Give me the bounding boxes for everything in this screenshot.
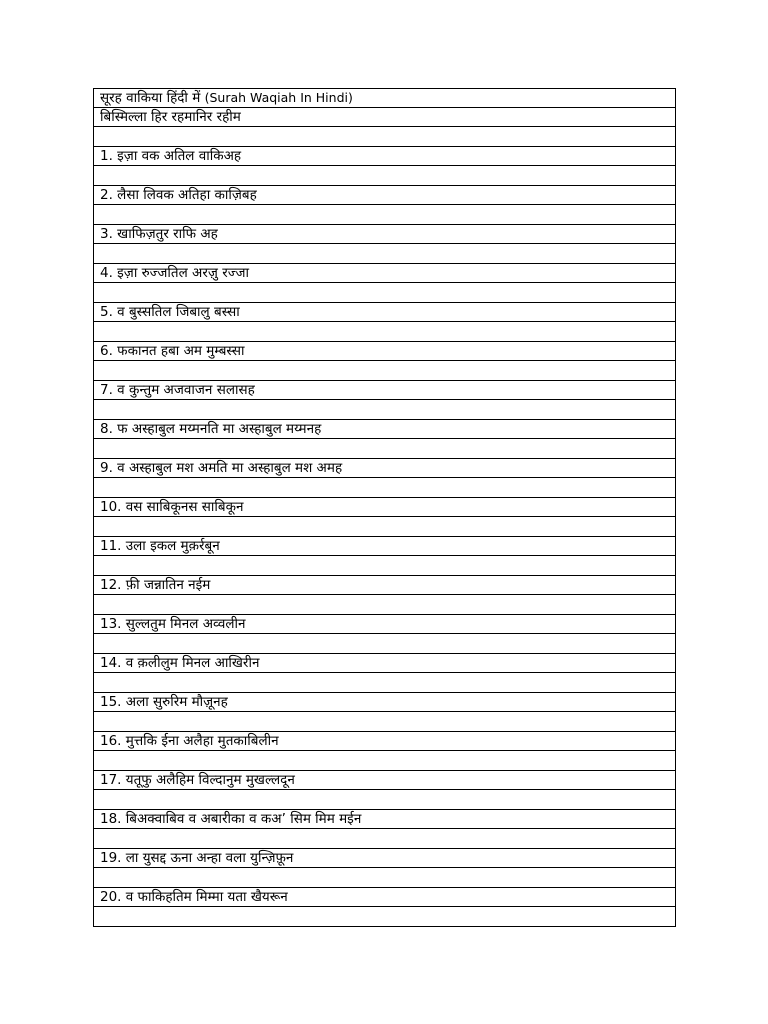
- blank-row: [94, 283, 675, 303]
- verse-row: [94, 810, 675, 829]
- blank-row: [94, 751, 675, 771]
- verse-text: 1. इज़ा वक अतिल वाकिअह: [100, 148, 242, 164]
- verse-text: 18. बिअक्वाबिव व अबारीका व कअ’ सिम मिम मईन: [100, 811, 362, 827]
- verse-text: 9. व अस्हाबुल मश अमति मा अस्हाबुल मश अमह: [100, 460, 343, 476]
- blank-row: [94, 556, 675, 576]
- blank-row: [94, 361, 675, 381]
- verse-row: [94, 381, 675, 400]
- verse-text: 14. व क़लीलुम मिनल आखिरीन: [100, 655, 260, 671]
- page-subtitle: (Surah Waqiah In Hindi): [204, 90, 353, 105]
- blank-row: [94, 478, 675, 498]
- blank-row: [94, 127, 675, 147]
- blank-row: [94, 322, 675, 342]
- verse-row: [94, 303, 675, 322]
- verse-text: 17. यतूफु अलैहिम विल्दानुम मुखल्लदून: [100, 772, 295, 788]
- verse-text: 16. मुत्तकि ईना अलैहा मुतकाबिलीन: [100, 733, 279, 749]
- document-table: [93, 88, 676, 927]
- bismillah-row: [94, 108, 675, 127]
- verse-text: 20. व फाकिहतिम मिम्मा यता खैयरून: [100, 889, 288, 905]
- blank-row: [94, 400, 675, 420]
- verse-text: 19. ला युसद्द ऊना अन्हा वला युन्ज़िफ़ून: [100, 850, 294, 866]
- blank-row: [94, 439, 675, 459]
- verse-row: [94, 420, 675, 439]
- page-title: सूरह वाकिया हिंदी में: [100, 90, 201, 106]
- blank-row: [94, 868, 675, 888]
- verse-text: 6. फकानत हबा अम मुम्बस्सा: [100, 343, 245, 359]
- verse-row: [94, 615, 675, 634]
- verse-list: [94, 127, 675, 927]
- blank-row: [94, 517, 675, 537]
- verse-row: [94, 264, 675, 283]
- blank-row: [94, 712, 675, 732]
- verse-text: 2. लैसा लिवक अतिहा काज़िबह: [100, 187, 257, 203]
- bismillah-text: बिस्मिल्ला हिर रहमानिर रहीम: [100, 109, 241, 125]
- verse-row: [94, 225, 675, 244]
- blank-row: [94, 907, 675, 927]
- verse-text: 4. इज़ा रुज्जतिल अरज़ु रज्जा: [100, 265, 249, 281]
- blank-row: [94, 634, 675, 654]
- verse-row: [94, 186, 675, 205]
- verse-row: [94, 693, 675, 712]
- verse-text: 3. खाफिज़तुर राफि अह: [100, 226, 218, 242]
- blank-row: [94, 790, 675, 810]
- verse-row: [94, 654, 675, 673]
- verse-row: [94, 537, 675, 556]
- blank-row: [94, 673, 675, 693]
- verse-row: [94, 342, 675, 361]
- verse-row: [94, 849, 675, 868]
- blank-row: [94, 595, 675, 615]
- verse-text: 10. वस साबिकूनस साबिकून: [100, 499, 244, 515]
- verse-text: 8. फ अस्हाबुल मय्मनति मा अस्हाबुल मय्मनह: [100, 421, 322, 437]
- verse-text: 7. व कुन्तुम अजवाजन सलासह: [100, 382, 255, 398]
- verse-row: [94, 888, 675, 907]
- verse-row: [94, 576, 675, 595]
- verse-row: [94, 147, 675, 166]
- verse-row: [94, 459, 675, 478]
- blank-row: [94, 205, 675, 225]
- blank-row: [94, 244, 675, 264]
- verse-text: 15. अला सुरुरिम मौज़ूनह: [100, 694, 228, 710]
- verse-row: [94, 732, 675, 751]
- verse-row: [94, 498, 675, 517]
- verse-text: 5. व बुस्सतिल जिबालु बस्सा: [100, 304, 240, 320]
- title-row: [94, 89, 675, 108]
- verse-row: [94, 771, 675, 790]
- verse-text: 13. सुल्लतुम मिनल अव्वलीन: [100, 616, 246, 632]
- verse-text: 11. उला इकल मुक़र्रबून: [100, 538, 220, 554]
- blank-row: [94, 166, 675, 186]
- blank-row: [94, 829, 675, 849]
- verse-text: 12. फ़ी जन्नातिन नईम: [100, 577, 211, 593]
